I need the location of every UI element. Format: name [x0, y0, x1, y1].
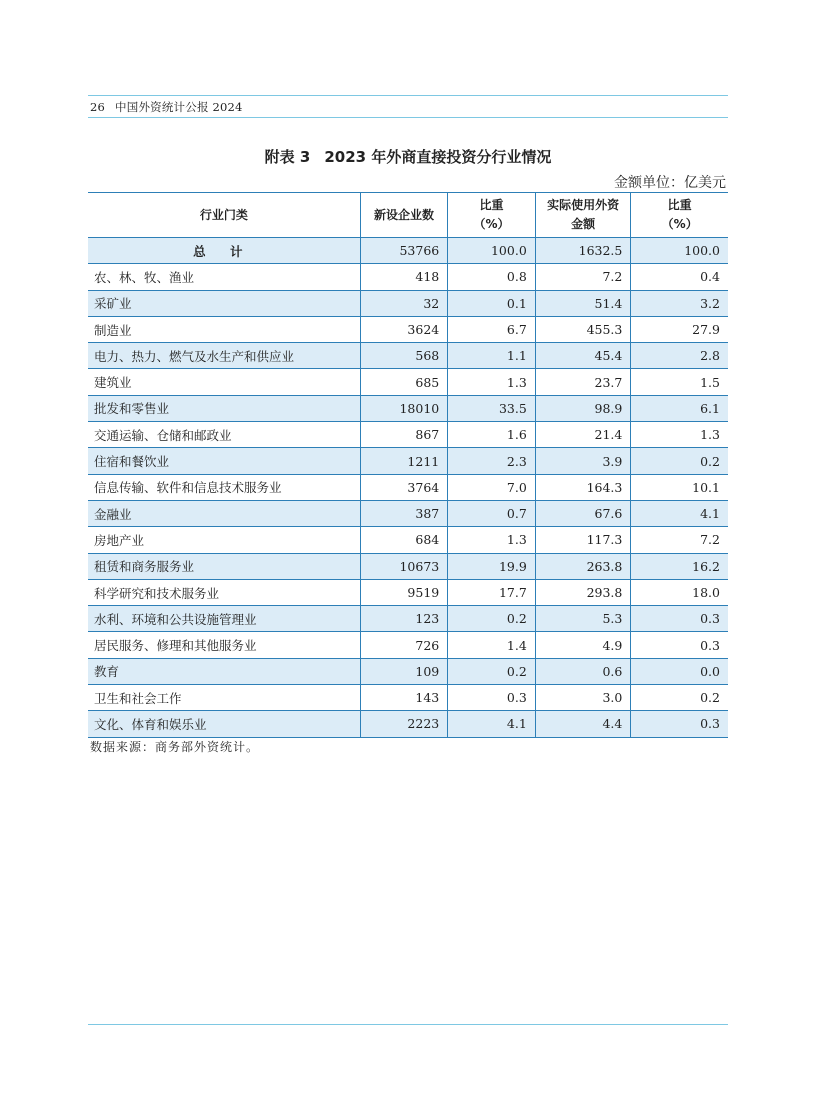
- header-top-rule: [88, 95, 728, 96]
- new-enterprises-cell: 32: [360, 290, 448, 316]
- table-row: [88, 369, 728, 395]
- industry-cell: 制造业: [88, 316, 360, 342]
- share2-cell: 3.2: [631, 290, 728, 316]
- share2-cell: 2.8: [631, 343, 728, 369]
- share1-cell: 0.7: [448, 500, 536, 526]
- actual-fdi-cell: 4.9: [535, 632, 631, 658]
- new-enterprises-cell: 867: [360, 422, 448, 448]
- industry-cell: 农、林、牧、渔业: [88, 264, 360, 290]
- col-share1-line2: （%）: [473, 217, 510, 231]
- table-row: [88, 527, 728, 553]
- industry-cell: 水利、环境和公共设施管理业: [88, 606, 360, 632]
- share1-cell: 1.4: [448, 632, 536, 658]
- industry-cell: 总 计: [88, 238, 360, 264]
- share2-cell: 100.0: [631, 238, 728, 264]
- new-enterprises-cell: 123: [360, 606, 448, 632]
- col-actual-fdi: [535, 193, 631, 238]
- industry-cell: 教育: [88, 658, 360, 684]
- actual-fdi-cell: 4.4: [535, 711, 631, 737]
- table-title: [0, 146, 816, 167]
- table-header-row: [88, 193, 728, 238]
- table-row: [88, 316, 728, 342]
- actual-fdi-cell: 23.7: [535, 369, 631, 395]
- actual-fdi-cell: 117.3: [535, 527, 631, 553]
- share1-cell: 0.1: [448, 290, 536, 316]
- share1-cell: 0.3: [448, 685, 536, 711]
- new-enterprises-cell: 568: [360, 343, 448, 369]
- industry-cell: 文化、体育和娱乐业: [88, 711, 360, 737]
- actual-fdi-cell: 51.4: [535, 290, 631, 316]
- share1-cell: 0.2: [448, 606, 536, 632]
- table-row: [88, 422, 728, 448]
- table-row: [88, 264, 728, 290]
- share2-cell: 1.3: [631, 422, 728, 448]
- table-row: [88, 474, 728, 500]
- table-row-total: [88, 238, 728, 264]
- actual-fdi-cell: 3.0: [535, 685, 631, 711]
- table-row: [88, 290, 728, 316]
- new-enterprises-cell: 9519: [360, 579, 448, 605]
- col-share2-line2: （%）: [661, 217, 698, 231]
- share1-cell: 100.0: [448, 238, 536, 264]
- share1-cell: 0.8: [448, 264, 536, 290]
- industry-cell: 居民服务、修理和其他服务业: [88, 632, 360, 658]
- unit-note: 金额单位：亿美元: [614, 175, 726, 191]
- table-row: [88, 658, 728, 684]
- new-enterprises-cell: 10673: [360, 553, 448, 579]
- table-body: [88, 238, 728, 738]
- book-title: 中国外资统计公报 2024: [115, 100, 243, 114]
- actual-fdi-cell: 45.4: [535, 343, 631, 369]
- data-source-note: 数据来源：商务部外资统计。: [90, 740, 260, 754]
- share1-cell: 1.3: [448, 369, 536, 395]
- share1-cell: 7.0: [448, 474, 536, 500]
- new-enterprises-cell: 3764: [360, 474, 448, 500]
- actual-fdi-cell: 164.3: [535, 474, 631, 500]
- table-row: [88, 685, 728, 711]
- col-share1: [448, 193, 536, 238]
- share2-cell: 0.2: [631, 685, 728, 711]
- table-row: [88, 500, 728, 526]
- actual-fdi-cell: 7.2: [535, 264, 631, 290]
- share2-cell: 1.5: [631, 369, 728, 395]
- actual-fdi-cell: 5.3: [535, 606, 631, 632]
- industry-cell: 电力、热力、燃气及水生产和供应业: [88, 343, 360, 369]
- industry-cell: 建筑业: [88, 369, 360, 395]
- table-row: [88, 632, 728, 658]
- share2-cell: 0.4: [631, 264, 728, 290]
- industry-cell: 科学研究和技术服务业: [88, 579, 360, 605]
- actual-fdi-cell: 455.3: [535, 316, 631, 342]
- table-row: [88, 395, 728, 421]
- new-enterprises-cell: 387: [360, 500, 448, 526]
- header-bottom-rule: [88, 117, 728, 118]
- industry-cell: 卫生和社会工作: [88, 685, 360, 711]
- col-share1-line1: 比重: [479, 198, 504, 212]
- share2-cell: 4.1: [631, 500, 728, 526]
- new-enterprises-cell: 53766: [360, 238, 448, 264]
- table-row: [88, 579, 728, 605]
- new-enterprises-cell: 418: [360, 264, 448, 290]
- share2-cell: 10.1: [631, 474, 728, 500]
- share1-cell: 6.7: [448, 316, 536, 342]
- share1-cell: 1.6: [448, 422, 536, 448]
- col-share2: [631, 193, 728, 238]
- share2-cell: 16.2: [631, 553, 728, 579]
- share1-cell: 1.3: [448, 527, 536, 553]
- share1-cell: 4.1: [448, 711, 536, 737]
- table-row: [88, 448, 728, 474]
- share1-cell: 1.1: [448, 343, 536, 369]
- share2-cell: 0.0: [631, 658, 728, 684]
- share2-cell: 0.2: [631, 448, 728, 474]
- actual-fdi-cell: 0.6: [535, 658, 631, 684]
- new-enterprises-cell: 143: [360, 685, 448, 711]
- industry-cell: 住宿和餐饮业: [88, 448, 360, 474]
- page-number: 26: [90, 100, 106, 114]
- table-title-text: 2023 年外商直接投资分行业情况: [324, 148, 552, 166]
- new-enterprises-cell: 1211: [360, 448, 448, 474]
- new-enterprises-cell: 3624: [360, 316, 448, 342]
- industry-cell: 信息传输、软件和信息技术服务业: [88, 474, 360, 500]
- running-header: [90, 99, 253, 115]
- industry-cell: 租赁和商务服务业: [88, 553, 360, 579]
- industry-cell: 批发和零售业: [88, 395, 360, 421]
- industry-cell: 房地产业: [88, 527, 360, 553]
- new-enterprises-cell: 726: [360, 632, 448, 658]
- new-enterprises-cell: 684: [360, 527, 448, 553]
- share2-cell: 6.1: [631, 395, 728, 421]
- actual-fdi-cell: 67.6: [535, 500, 631, 526]
- new-enterprises-cell: 18010: [360, 395, 448, 421]
- actual-fdi-cell: 293.8: [535, 579, 631, 605]
- industry-cell: 交通运输、仓储和邮政业: [88, 422, 360, 448]
- new-enterprises-cell: 2223: [360, 711, 448, 737]
- share2-cell: 0.3: [631, 632, 728, 658]
- share1-cell: 17.7: [448, 579, 536, 605]
- footer-rule: [88, 1024, 728, 1025]
- industry-cell: 金融业: [88, 500, 360, 526]
- share2-cell: 27.9: [631, 316, 728, 342]
- col-new-enterprises: 新设企业数: [360, 193, 448, 238]
- industry-cell: 采矿业: [88, 290, 360, 316]
- table-label: 附表 3: [264, 148, 311, 166]
- industry-fdi-table: [88, 192, 728, 738]
- col-industry: 行业门类: [88, 193, 360, 238]
- table-row: [88, 343, 728, 369]
- col-share2-line1: 比重: [667, 198, 692, 212]
- share1-cell: 19.9: [448, 553, 536, 579]
- actual-fdi-cell: 1632.5: [535, 238, 631, 264]
- share2-cell: 0.3: [631, 711, 728, 737]
- share1-cell: 0.2: [448, 658, 536, 684]
- col-actual-line1: 实际使用外资: [547, 198, 620, 212]
- new-enterprises-cell: 685: [360, 369, 448, 395]
- new-enterprises-cell: 109: [360, 658, 448, 684]
- actual-fdi-cell: 263.8: [535, 553, 631, 579]
- share2-cell: 0.3: [631, 606, 728, 632]
- table-row: [88, 553, 728, 579]
- share1-cell: 33.5: [448, 395, 536, 421]
- table-row: [88, 711, 728, 737]
- share2-cell: 7.2: [631, 527, 728, 553]
- actual-fdi-cell: 21.4: [535, 422, 631, 448]
- table-row: [88, 606, 728, 632]
- actual-fdi-cell: 3.9: [535, 448, 631, 474]
- share1-cell: 2.3: [448, 448, 536, 474]
- share2-cell: 18.0: [631, 579, 728, 605]
- actual-fdi-cell: 98.9: [535, 395, 631, 421]
- col-actual-line2: 金额: [571, 217, 596, 231]
